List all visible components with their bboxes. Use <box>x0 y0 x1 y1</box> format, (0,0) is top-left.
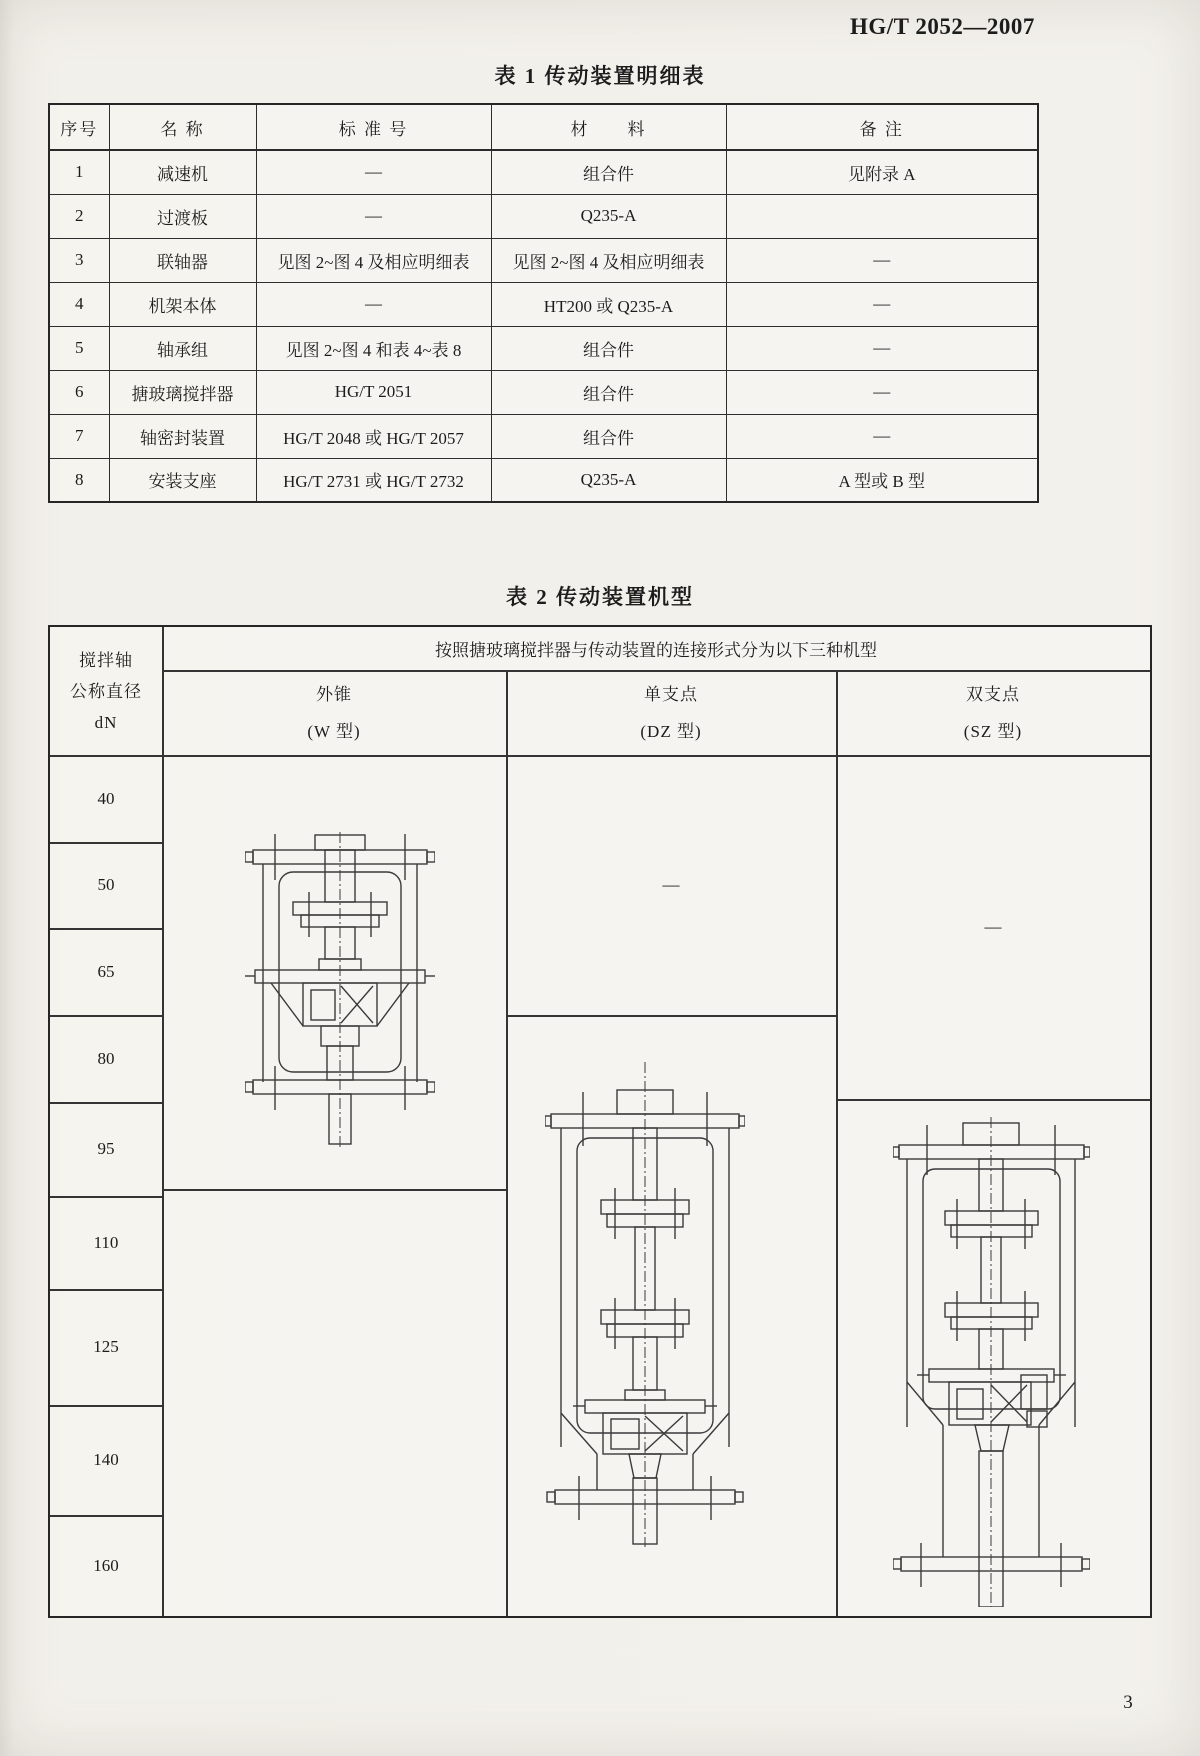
divider-line <box>162 627 164 1616</box>
type-sz-name: 双支点 <box>966 684 1020 704</box>
type-header-dz <box>506 670 836 755</box>
table1-cell: 2 <box>49 194 109 238</box>
table1-cell: 机架本体 <box>109 282 256 326</box>
table1-cell: HG/T 2051 <box>256 370 491 414</box>
diameter-cell: 140 <box>93 1450 119 1469</box>
page-number: 3 <box>1123 1692 1133 1713</box>
diameter-cell: 110 <box>93 1232 119 1252</box>
table1-cell: — <box>256 194 491 238</box>
type-w-code: (W 型) <box>307 721 361 741</box>
table1-cell: 3 <box>49 238 109 282</box>
table1-cell: HG/T 2048 或 HG/T 2057 <box>256 414 491 458</box>
table1-row <box>49 326 1038 370</box>
table2-title: 表 2 传动装置机型 <box>506 585 694 609</box>
diameter-cell: 95 <box>97 1139 115 1158</box>
divider-line <box>836 1099 1150 1101</box>
table1-cell: 见图 2~图 4 及相应明细表 <box>256 238 491 282</box>
w-type-drawing <box>245 832 435 1147</box>
table1-cell: 7 <box>49 414 109 458</box>
table1-cell: HT200 或 Q235-A <box>491 282 726 326</box>
table1-cell: 轴承组 <box>109 326 256 370</box>
table1-cell: — <box>726 326 1038 370</box>
table1-header-standard: 标 准 号 <box>256 104 491 150</box>
type-header-sz <box>836 670 1150 755</box>
diameter-cell: 50 <box>97 875 115 894</box>
table1-title: 表 1 传动装置明细表 <box>494 64 706 88</box>
table1-row <box>49 194 1038 238</box>
table1-cell: — <box>726 414 1038 458</box>
table1-cell: 见图 2~图 4 及相应明细表 <box>491 238 726 282</box>
table1-cell: 轴密封装置 <box>109 414 256 458</box>
shaft-diameter-header <box>50 627 162 755</box>
divider-line <box>162 1189 506 1191</box>
table1-cell: — <box>256 282 491 326</box>
divider-line <box>506 1015 836 1017</box>
table1-cell: 组合件 <box>491 150 726 194</box>
table1-cell: 安装支座 <box>109 458 256 502</box>
table1-cell: 搪玻璃搅拌器 <box>109 370 256 414</box>
shaft-header-line1: 搅拌轴 <box>79 650 133 670</box>
table1-cell: A 型或 B 型 <box>726 458 1038 502</box>
table1-cell: 5 <box>49 326 109 370</box>
shaft-header-line3: dN <box>94 712 118 732</box>
table1-row <box>49 370 1038 414</box>
table1-cell: 4 <box>49 282 109 326</box>
table1-header-seq: 序号 <box>49 104 109 150</box>
diameter-cell: 65 <box>97 961 115 981</box>
table1-cell: 减速机 <box>109 150 256 194</box>
table1-row <box>49 238 1038 282</box>
table1-cell: 组合件 <box>491 326 726 370</box>
table1-cell: 见图 2~图 4 和表 4~表 8 <box>256 326 491 370</box>
table1-cell: — <box>256 150 491 194</box>
diameter-cell: 160 <box>93 1555 119 1575</box>
table1-cell: 组合件 <box>491 414 726 458</box>
table1-header-remark: 备 注 <box>726 104 1038 150</box>
diameter-cell: 125 <box>93 1337 119 1356</box>
table1-row <box>49 282 1038 326</box>
table1-cell: — <box>726 282 1038 326</box>
table1-cell: 见附录 A <box>726 150 1038 194</box>
table1-header-material: 材 料 <box>491 104 726 150</box>
table1-cell: 6 <box>49 370 109 414</box>
table1-cell: 过渡板 <box>109 194 256 238</box>
table1-row <box>49 150 1038 194</box>
shaft-header-line2: 公称直径 <box>70 681 142 701</box>
type-header-w <box>162 670 506 755</box>
table2-machine-types <box>48 625 1152 1618</box>
table1-cell: 组合件 <box>491 370 726 414</box>
table1-cell: — <box>726 370 1038 414</box>
table1-cell: HG/T 2731 或 HG/T 2732 <box>256 458 491 502</box>
type-w-name: 外锥 <box>316 684 352 704</box>
type-sz-code: (SZ 型) <box>963 721 1023 741</box>
dz-not-applicable-dash: — <box>662 875 680 894</box>
standard-code: HG/T 2052—2007 <box>850 14 1035 39</box>
dz-type-drawing <box>545 1062 745 1547</box>
table1-cell: 8 <box>49 458 109 502</box>
sz-type-drawing <box>893 1117 1090 1607</box>
table1-cell <box>726 194 1038 238</box>
table1-cell: 联轴器 <box>109 238 256 282</box>
table1-row <box>49 458 1038 502</box>
table1-cell: Q235-A <box>491 458 726 502</box>
table1-header-row <box>49 104 1038 150</box>
table1-header-name: 名 称 <box>109 104 256 150</box>
table1-cell: Q235-A <box>491 194 726 238</box>
type-dz-code: (DZ 型) <box>640 721 702 741</box>
diameter-cell: 40 <box>97 788 115 808</box>
table1-cell: 1 <box>49 150 109 194</box>
type-dz-name: 单支点 <box>644 684 698 704</box>
table1-row <box>49 414 1038 458</box>
connection-type-span-header: 按照搪玻璃搅拌器与传动装置的连接形式分为以下三种机型 <box>435 641 877 660</box>
table1-parts-list <box>48 103 1039 503</box>
table1-cell: — <box>726 238 1038 282</box>
sz-not-applicable-dash: — <box>984 917 1002 936</box>
diameter-cell: 80 <box>97 1048 115 1068</box>
